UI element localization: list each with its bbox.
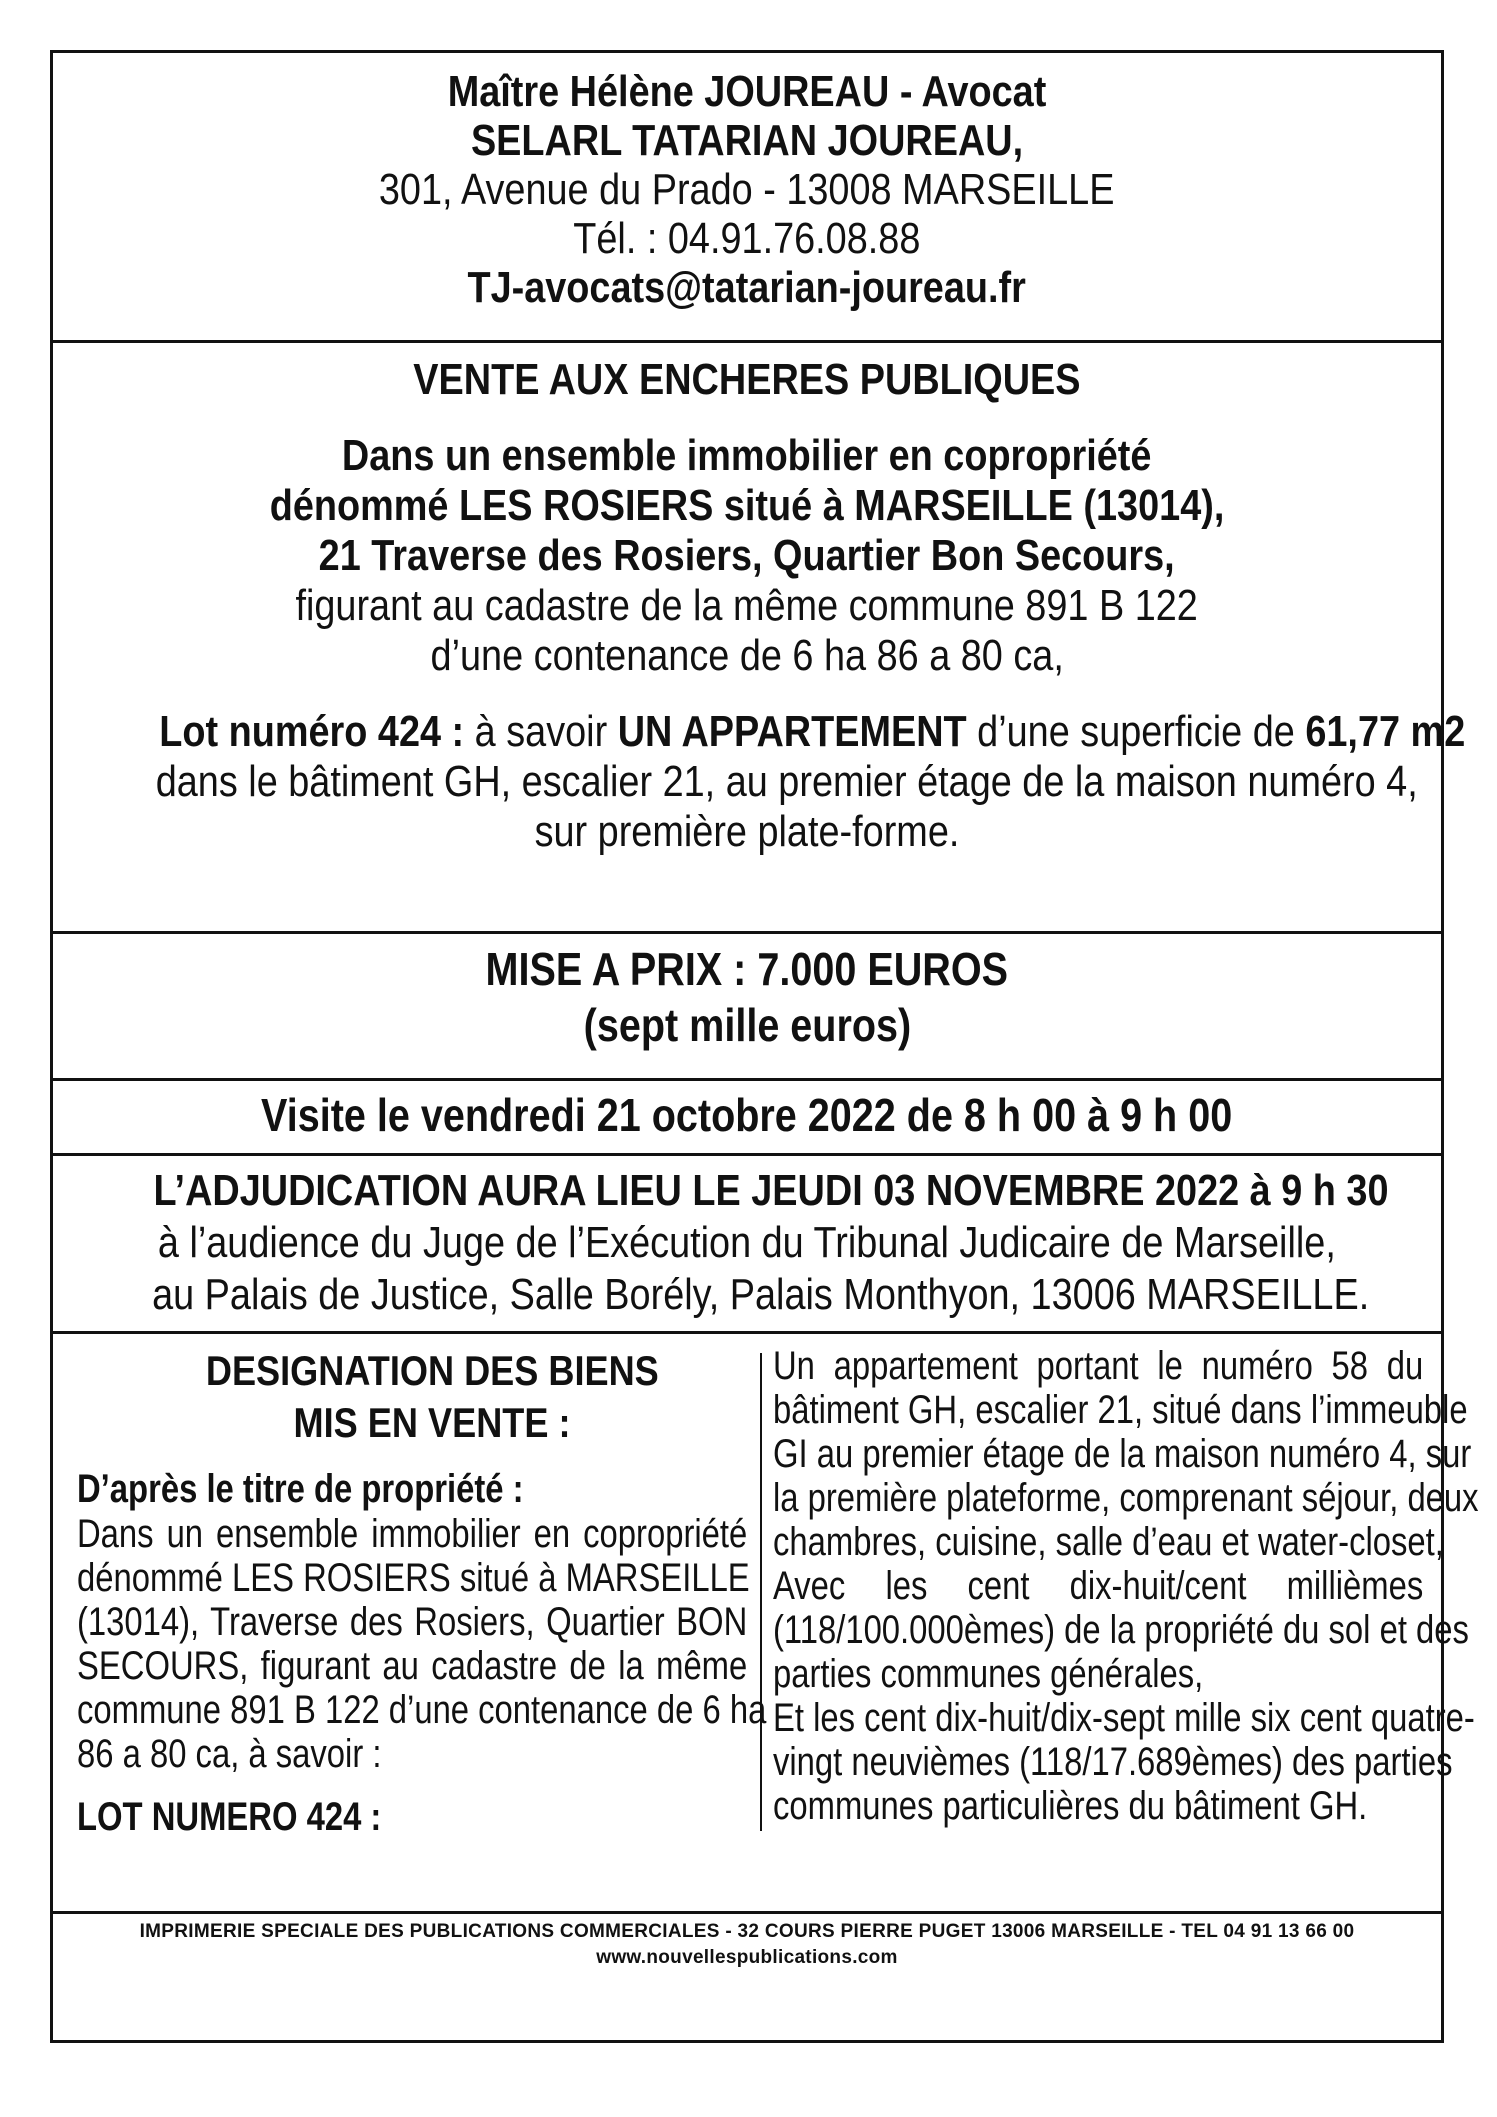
- adjudication-line-2: à l’audience du Juge de l’Exécution du Tribunal Judicaire de Marseille,: [158, 1218, 1336, 1267]
- price-line-2: (sept mille euros): [583, 999, 911, 1051]
- right-line-text: Un appartement portant le numéro 58 du: [773, 1344, 1424, 1388]
- right-line: [773, 1476, 1479, 1521]
- left-line-text: SECOURS, figurant au cadastre de la même: [77, 1644, 748, 1688]
- right-line-text: Avec les cent dix-huit/cent millièmes: [773, 1564, 1424, 1608]
- lot-text-1: à savoir: [464, 707, 618, 756]
- right-line-text: vingt neuvièmes (118/17.689èmes) des parties: [773, 1740, 1453, 1784]
- left-line: [77, 1513, 747, 1557]
- designation-title: [117, 1345, 747, 1449]
- left-paragraph: [77, 1512, 767, 1777]
- divider: [53, 340, 1441, 343]
- lot-line-2: dans le bâtiment GH, escalier 21, au premier étage de la maison numéro 4,: [155, 757, 1418, 806]
- column-divider: [760, 1353, 762, 1831]
- title-subhead: D’après le titre de propriété :: [77, 1467, 524, 1511]
- adjudication-line-3: au Palais de Justice, Salle Borély, Palais Monthyon, 13006 MARSEILLE.: [152, 1270, 1370, 1319]
- printer-footer: [53, 1919, 1441, 1971]
- right-line: [773, 1565, 1423, 1609]
- designation-left-column: [77, 1345, 767, 1841]
- visit-text: Visite le vendredi 21 octobre 2022 de 8 h 00 à 9 h 00: [261, 1089, 1233, 1141]
- designation-right-column: [773, 1344, 1479, 1829]
- adjudication-title: L’ADJUDICATION AURA LIEU LE JEUDI 03 NOVEMBRE 2022 à 9 h 30: [153, 1166, 1389, 1215]
- right-line: [773, 1432, 1472, 1477]
- designation-title-2: MIS EN VENTE :: [293, 1399, 571, 1446]
- right-line: [773, 1696, 1475, 1741]
- right-line: [773, 1608, 1469, 1653]
- sale-line-3: 21 Traverse des Rosiers, Quartier Bon Secours,: [318, 531, 1175, 580]
- lot-summary: [159, 707, 1465, 757]
- left-line: [77, 1556, 750, 1601]
- right-line: [773, 1740, 1453, 1785]
- sale-line-4: figurant au cadastre de la même commune 891 B 122: [295, 581, 1199, 630]
- lot-line-3: sur première plate-forme.: [534, 807, 960, 856]
- lawyer-name: Maître Hélène JOUREAU - Avocat: [447, 67, 1047, 116]
- divider: [53, 931, 1441, 934]
- left-line-text: commune 891 B 122 d’une contenance de 6 ha: [77, 1688, 767, 1732]
- left-line: [77, 1688, 767, 1733]
- right-line-text: communes particulières du bâtiment GH.: [773, 1784, 1368, 1828]
- sale-title: VENTE AUX ENCHERES PUBLIQUES: [413, 355, 1081, 404]
- firm-name: SELARL TATARIAN JOUREAU,: [470, 116, 1024, 165]
- right-paragraph: [773, 1344, 1479, 1829]
- right-line-text: GI au premier étage de la maison numéro 4, sur: [773, 1432, 1472, 1476]
- right-line-text: bâtiment GH, escalier 21, situé dans l’immeuble: [773, 1388, 1468, 1432]
- right-line: [773, 1388, 1468, 1433]
- lawyer-header: [53, 67, 1441, 312]
- printer-info: IMPRIMERIE SPECIALE DES PUBLICATIONS COMMERCIALES - 32 COURS PIERRE PUGET 13006 MARSEILLE - TEL 04 91 13 66 00: [139, 1921, 1355, 1942]
- notice-frame: [50, 50, 1479, 2043]
- left-line-text: dénommé LES ROSIERS situé à MARSEILLE: [77, 1556, 750, 1600]
- right-line: [773, 1653, 1423, 1697]
- lot-area: 61,77 m2: [1305, 707, 1466, 756]
- price-line-1: MISE A PRIX : 7.000 EUROS: [485, 943, 1009, 995]
- visit-section: [53, 1087, 1441, 1143]
- left-line-text: 86 a 80 ca, à savoir :: [77, 1732, 382, 1776]
- right-line-text: Et les cent dix-huit/dix-sept mille six cent quatre-: [773, 1696, 1475, 1740]
- left-line-text: (13014), Traverse des Rosiers, Quartier BON: [77, 1600, 748, 1644]
- designation-title-1: DESIGNATION DES BIENS: [205, 1347, 659, 1394]
- left-line: [77, 1645, 747, 1689]
- right-line-text: (118/100.000èmes) de la propriété du sol et des: [773, 1608, 1469, 1652]
- sale-section: [53, 355, 1466, 857]
- sale-line-2: dénommé LES ROSIERS situé à MARSEILLE (13014),: [269, 481, 1225, 530]
- right-line-text: parties communes générales,: [773, 1652, 1204, 1696]
- adjudication-section: [53, 1165, 1441, 1321]
- left-line: [77, 1601, 747, 1645]
- lot-type: UN APPARTEMENT: [617, 707, 967, 756]
- sale-line-1: Dans un ensemble immobilier en copropriété: [342, 431, 1152, 480]
- lot-label: Lot numéro 424 :: [159, 707, 465, 756]
- right-line-text: la première plateforme, comprenant séjour, deux: [773, 1476, 1479, 1520]
- printer-website[interactable]: www.nouvellespublications.com: [596, 1947, 898, 1968]
- divider: [53, 1911, 1441, 1914]
- divider: [53, 1078, 1441, 1081]
- left-line: [77, 1733, 747, 1777]
- firm-address: 301, Avenue du Prado - 13008 MARSEILLE: [379, 165, 1115, 214]
- price-section: [53, 941, 1441, 1053]
- lot-number-heading: LOT NUMERO 424 :: [77, 1795, 382, 1839]
- left-line-text: Dans un ensemble immobilier en copropriété: [77, 1512, 748, 1556]
- right-line: [773, 1345, 1423, 1389]
- firm-phone: Tél. : 04.91.76.08.88: [573, 214, 921, 263]
- right-line-text: chambres, cuisine, salle d’eau et water-closet,: [773, 1520, 1444, 1564]
- right-line: [773, 1520, 1444, 1565]
- divider: [53, 1331, 1441, 1334]
- lot-text-2: d’une superficie de: [966, 707, 1306, 756]
- right-line: [773, 1785, 1423, 1829]
- firm-email[interactable]: TJ-avocats@tatarian-joureau.fr: [467, 263, 1027, 312]
- divider: [53, 1153, 1441, 1156]
- sale-line-5: d’une contenance de 6 ha 86 a 80 ca,: [430, 631, 1064, 680]
